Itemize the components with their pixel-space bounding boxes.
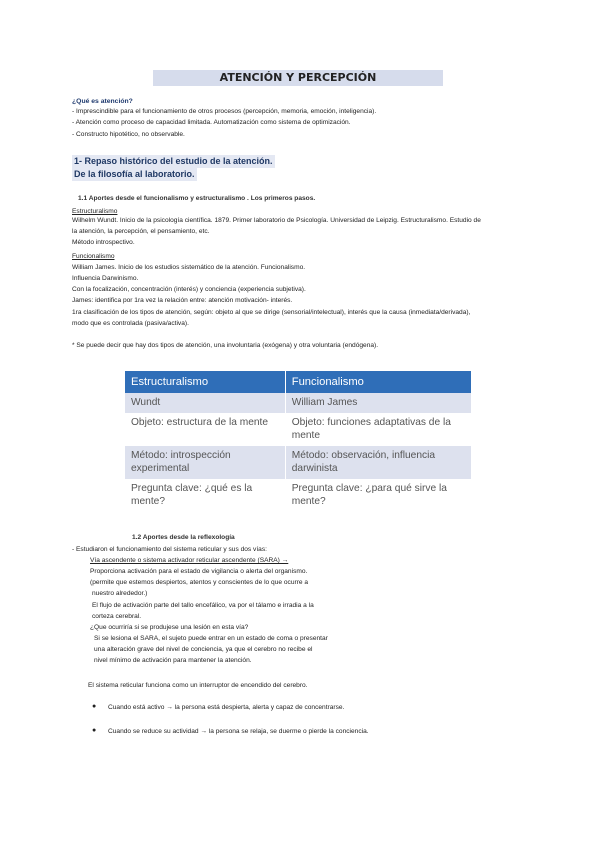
subsection-heading: 1.1 Aportes desde el funcionalismo y estructuralismo . Los primeros pasos. [78,195,316,202]
intro-line: - Imprescindible para el funcionamiento de otros procesos (percepción, memoria, emoción, inteligencia). [72,108,377,115]
estructuralismo-label: Estructuralismo [72,208,118,215]
section-heading: De la filosofía al laboratorio. [74,169,195,179]
text-line: William James. Inicio de los estudios sistemático de la atención. Funcionalismo. [72,264,306,271]
table-cell: Pregunta clave: ¿qué es la mente? [125,479,285,512]
text-line: - Estudiaron el funcionamiento del sistema reticular y sus dos vías: [72,546,267,553]
text-line: Vía ascendente o sistema activador reticular ascendente (SARA) → [90,557,289,564]
table-cell: Objeto: estructura de la mente [125,413,285,446]
text-line: una alteración grave del nivel de conciencia, ya que el cerebro no recibe el [94,646,313,653]
text-line: Con la focalización, concentración (interés) y conciencia (experiencia subjetiva). [72,286,306,293]
text-line: nuestro alrededor.) [92,590,148,597]
table-row [125,479,472,512]
table-cell: Objeto: funciones adaptativas de la mente [285,413,471,446]
table-row [125,446,472,479]
text-line: El flujo de activación parte del tallo encefálico, va por el tálamo e irradia a la [92,602,314,609]
bullet-icon: ● [92,703,97,710]
text-line: nivel mínimo de activación para mantener la atención. [94,657,252,664]
comparison-table [125,371,472,512]
section-heading: 1- Repaso histórico del estudio de la atención. [74,156,273,166]
table-header: Estructuralismo [125,371,285,393]
text-line: Método introspectivo. [72,239,135,246]
note: * Se puede decir que hay dos tipos de atención, una involuntaria (exógena) y otra voluntaria (endógena). [72,342,379,349]
text-line: Influencia Darwinismo. [72,275,139,282]
subsection-heading: 1.2 Aportes desde la reflexología [132,534,235,541]
page-title: ATENCIÓN Y PERCEPCIÓN [153,70,443,86]
table-cell: Wundt [125,393,285,413]
bullet-icon: ● [92,727,97,734]
table-header: Funcionalismo [285,371,471,393]
table-cell: Pregunta clave: ¿para qué sirve la mente? [285,479,471,512]
text-line: James: identifica por 1ra vez la relación entre: atención motivación- interés. [72,297,293,304]
table-cell: Método: introspección experimental [125,446,285,479]
funcionalismo-label: Funcionalismo [72,253,115,260]
intro-line: - Atención como proceso de capacidad limitada. Automatización como sistema de optimización. [72,119,351,126]
text-line: 1ra clasificación de los tipos de atención, según: objeto al que se dirige (sensorial/intelectual), interés que la causa (inmediata/derivada), [72,309,471,316]
text-line: Si se lesiona el SARA, el sujeto puede entrar en un estado de coma o presentar [94,635,328,642]
list-item: Cuando se reduce su actividad → la persona se relaja, se duerme o pierde la conciencia. [108,728,369,735]
table-cell: William James [285,393,471,413]
table-cell: Método: observación, influencia darwinista [285,446,471,479]
intro-line: - Constructo hipotético, no observable. [72,131,185,138]
text-line: modo que es controlada (pasiva/activa). [72,320,189,327]
text-line: ¿Que ocurriría si se produjese una lesión en esta vía? [90,624,249,631]
text-line: (permite que estemos despiertos, atentos y conscientes de lo que ocurre a [90,579,309,586]
table-row [125,413,472,446]
intro-question: ¿Qué es atención? [72,98,133,105]
text-line: Wilhelm Wundt. Inicio de la psicología científica. 1879. Primer laboratorio de Psicología. Universidad de Leipzig. Estructuralismo. Estudio de [72,217,481,224]
list-item: Cuando está activo → la persona está despierta, alerta y capaz de concentrarse. [108,704,345,711]
text-line: la atención, la percepción, el pensamiento, etc. [72,228,210,235]
text-line: corteza cerebral. [92,613,142,620]
text-line: Proporciona activación para el estado de vigilancia o alerta del organismo. [90,568,308,575]
reticular-note: El sistema reticular funciona como un interruptor de encendido del cerebro. [88,682,308,689]
table-row [125,393,472,413]
